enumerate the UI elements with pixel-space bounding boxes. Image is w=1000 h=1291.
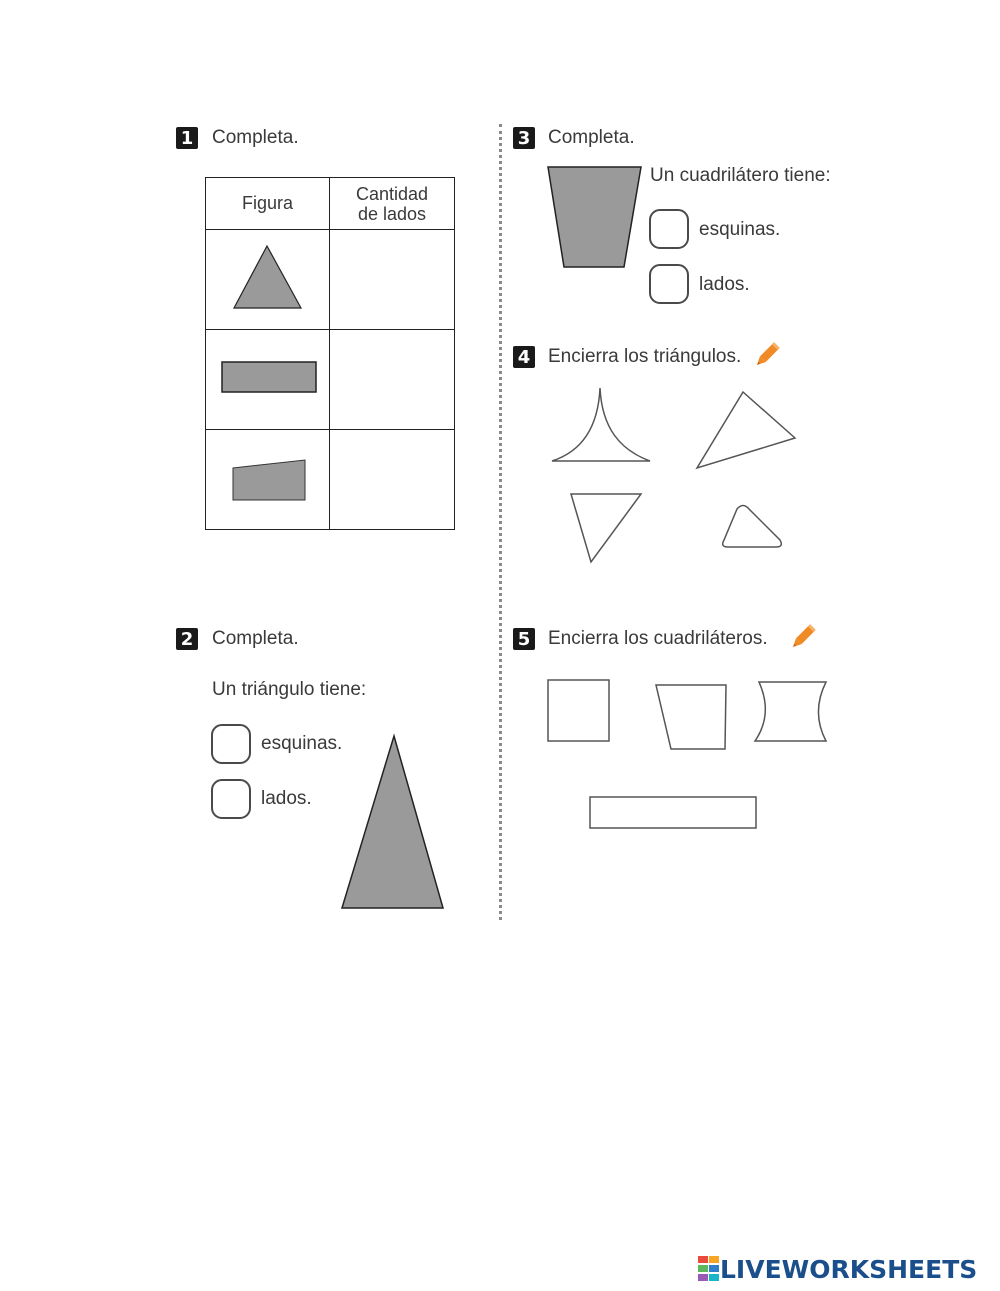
- exercise-1-number: 1: [176, 127, 198, 149]
- figure-table: [205, 177, 455, 530]
- exercise-2-number: 2: [176, 628, 198, 650]
- liveworksheets-logo-icon: [698, 1256, 720, 1282]
- trapezoid-outline-shape[interactable]: [656, 685, 726, 749]
- liveworksheets-brand-text: LIVEWORKSHEETS: [720, 1254, 978, 1284]
- exercise-5-title: Encierra los cuadriláteros.: [548, 628, 768, 649]
- pencil-icon: [752, 340, 782, 370]
- exercise-5-number: 5: [513, 628, 535, 650]
- exercise-3-prompt: Un cuadrilátero tiene:: [650, 165, 831, 186]
- answer-cell-quadrilateral[interactable]: [330, 430, 455, 530]
- exercise-2-corners-input[interactable]: [211, 724, 251, 764]
- exercise-3-number: 3: [513, 127, 535, 149]
- triangle-shape: [206, 230, 329, 324]
- curved-triangle-shape[interactable]: [552, 388, 650, 461]
- trapezoid-shape: [544, 162, 646, 274]
- exercise-3-sides-input[interactable]: [649, 264, 689, 304]
- exercise-1-title: Completa.: [212, 127, 299, 148]
- table-header-figura: Figura: [206, 178, 330, 230]
- exercise-2-corners-label: esquinas.: [261, 733, 343, 754]
- exercise-3-sides-label: lados.: [699, 274, 750, 295]
- inverted-triangle-shape[interactable]: [571, 494, 641, 562]
- exercise-2-prompt: Un triángulo tiene:: [212, 679, 367, 700]
- exercise-3-title: Completa.: [548, 127, 635, 148]
- exercise-2-sides-input[interactable]: [211, 779, 251, 819]
- quadrilateral-shape: [206, 430, 329, 524]
- table-cell-rectangle: [206, 330, 330, 430]
- table-header-cantidad-line1: Cantidad: [355, 183, 429, 204]
- triangles-set: [540, 380, 820, 580]
- liveworksheets-brand: [698, 1254, 977, 1284]
- column-divider: [499, 124, 502, 920]
- answer-cell-rectangle[interactable]: [330, 330, 455, 430]
- exercise-2-title: Completa.: [212, 628, 299, 649]
- table-header-cantidad-line2: de lados: [357, 203, 427, 224]
- tilted-triangle-shape[interactable]: [697, 392, 795, 468]
- table-header-cantidad: [330, 178, 455, 230]
- table-cell-triangle: [206, 230, 330, 330]
- exercise-3-corners-input[interactable]: [649, 209, 689, 249]
- rectangle-shape: [206, 330, 329, 424]
- answer-cell-triangle[interactable]: [330, 230, 455, 330]
- concave-quadrilateral-shape[interactable]: [755, 682, 826, 741]
- exercise-4-title: Encierra los triángulos.: [548, 346, 742, 367]
- table-cell-quadrilateral: [206, 430, 330, 530]
- exercise-2-sides-label: lados.: [261, 788, 312, 809]
- rounded-triangle-shape[interactable]: [723, 506, 782, 548]
- exercise-4-number: 4: [513, 346, 535, 368]
- square-shape[interactable]: [548, 680, 609, 741]
- quadrilaterals-set: [540, 672, 840, 838]
- pencil-icon: [788, 622, 818, 652]
- exercise-3-corners-label: esquinas.: [699, 219, 781, 240]
- long-rectangle-shape[interactable]: [590, 797, 756, 828]
- tall-triangle-shape: [336, 730, 450, 914]
